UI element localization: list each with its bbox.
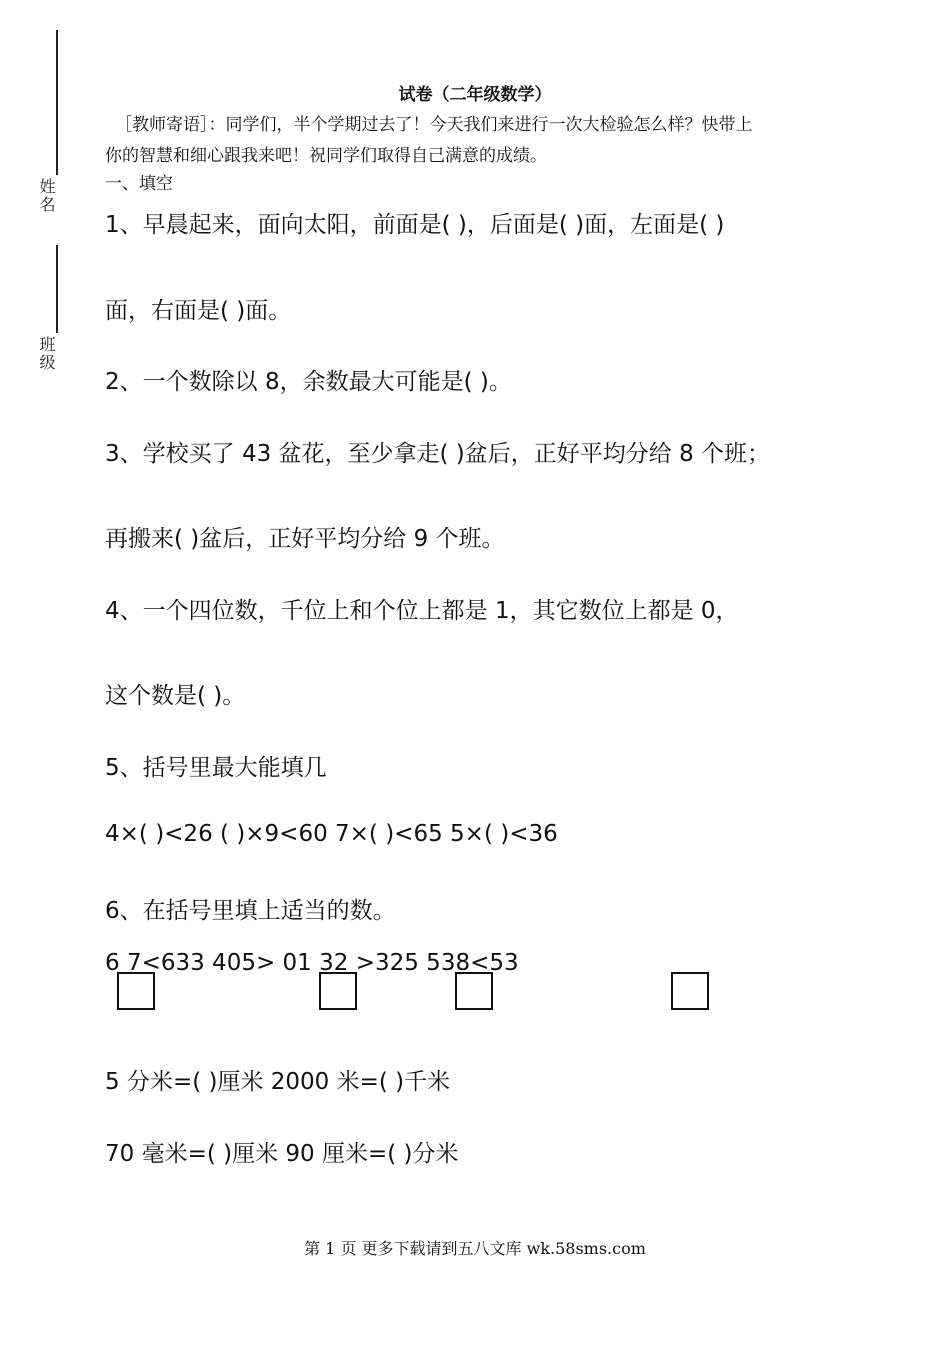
unit-conversion-2: 70 毫米=( )厘米 90 厘米=( )分米 xyxy=(105,1141,459,1167)
intro-line-1: ［教师寄语］：同学们，半个学期过去了！今天我们来进行一次大检验怎么样？快带上 xyxy=(115,115,753,135)
answer-box-4[interactable] xyxy=(671,972,709,1010)
page-title: 试卷（二年级数学） xyxy=(398,85,552,105)
answer-box-1[interactable] xyxy=(117,972,155,1010)
question-1-line-2: 面，右面是( )面。 xyxy=(105,298,292,324)
unit-conversion-1: 5 分米=( )厘米 2000 米=( )千米 xyxy=(105,1069,451,1095)
page-footer: 第 1 页 更多下载请到五八文库 wk.58sms.com xyxy=(304,1239,646,1258)
answer-box-2[interactable] xyxy=(319,972,357,1010)
question-6-compare: 6 7<633 405> 01 32 >325 538<53 xyxy=(105,950,519,976)
margin-line-bottom xyxy=(56,245,58,333)
class-label: 班级 xyxy=(37,336,56,372)
intro-line-2: 你的智慧和细心跟我来吧！祝同学们取得自己满意的成绩。 xyxy=(105,146,547,166)
question-3-line-1: 3、学校买了 43 盆花，至少拿走( )盆后，正好平均分给 8 个班； xyxy=(105,441,771,467)
question-1-line-1: 1、早晨起来，面向太阳，前面是( )，后面是( )面，左面是( ) xyxy=(105,212,725,238)
question-3-line-2: 再搬来( )盆后，正好平均分给 9 个班。 xyxy=(105,526,505,552)
name-label: 姓名 xyxy=(37,178,56,214)
question-5-items: 4×( )<26 ( )×9<60 7×( )<65 5×( )<36 xyxy=(105,821,558,847)
question-5: 5、括号里最大能填几 xyxy=(105,755,327,781)
question-4-line-1: 4、一个四位数，千位上和个位上都是 1，其它数位上都是 0， xyxy=(105,598,739,624)
answer-box-3[interactable] xyxy=(455,972,493,1010)
question-6: 6、在括号里填上适当的数。 xyxy=(105,898,396,924)
question-2: 2、一个数除以 8，余数最大可能是( )。 xyxy=(105,369,512,395)
question-4-line-2: 这个数是( )。 xyxy=(105,683,246,709)
section-heading: 一、填空 xyxy=(105,174,173,194)
